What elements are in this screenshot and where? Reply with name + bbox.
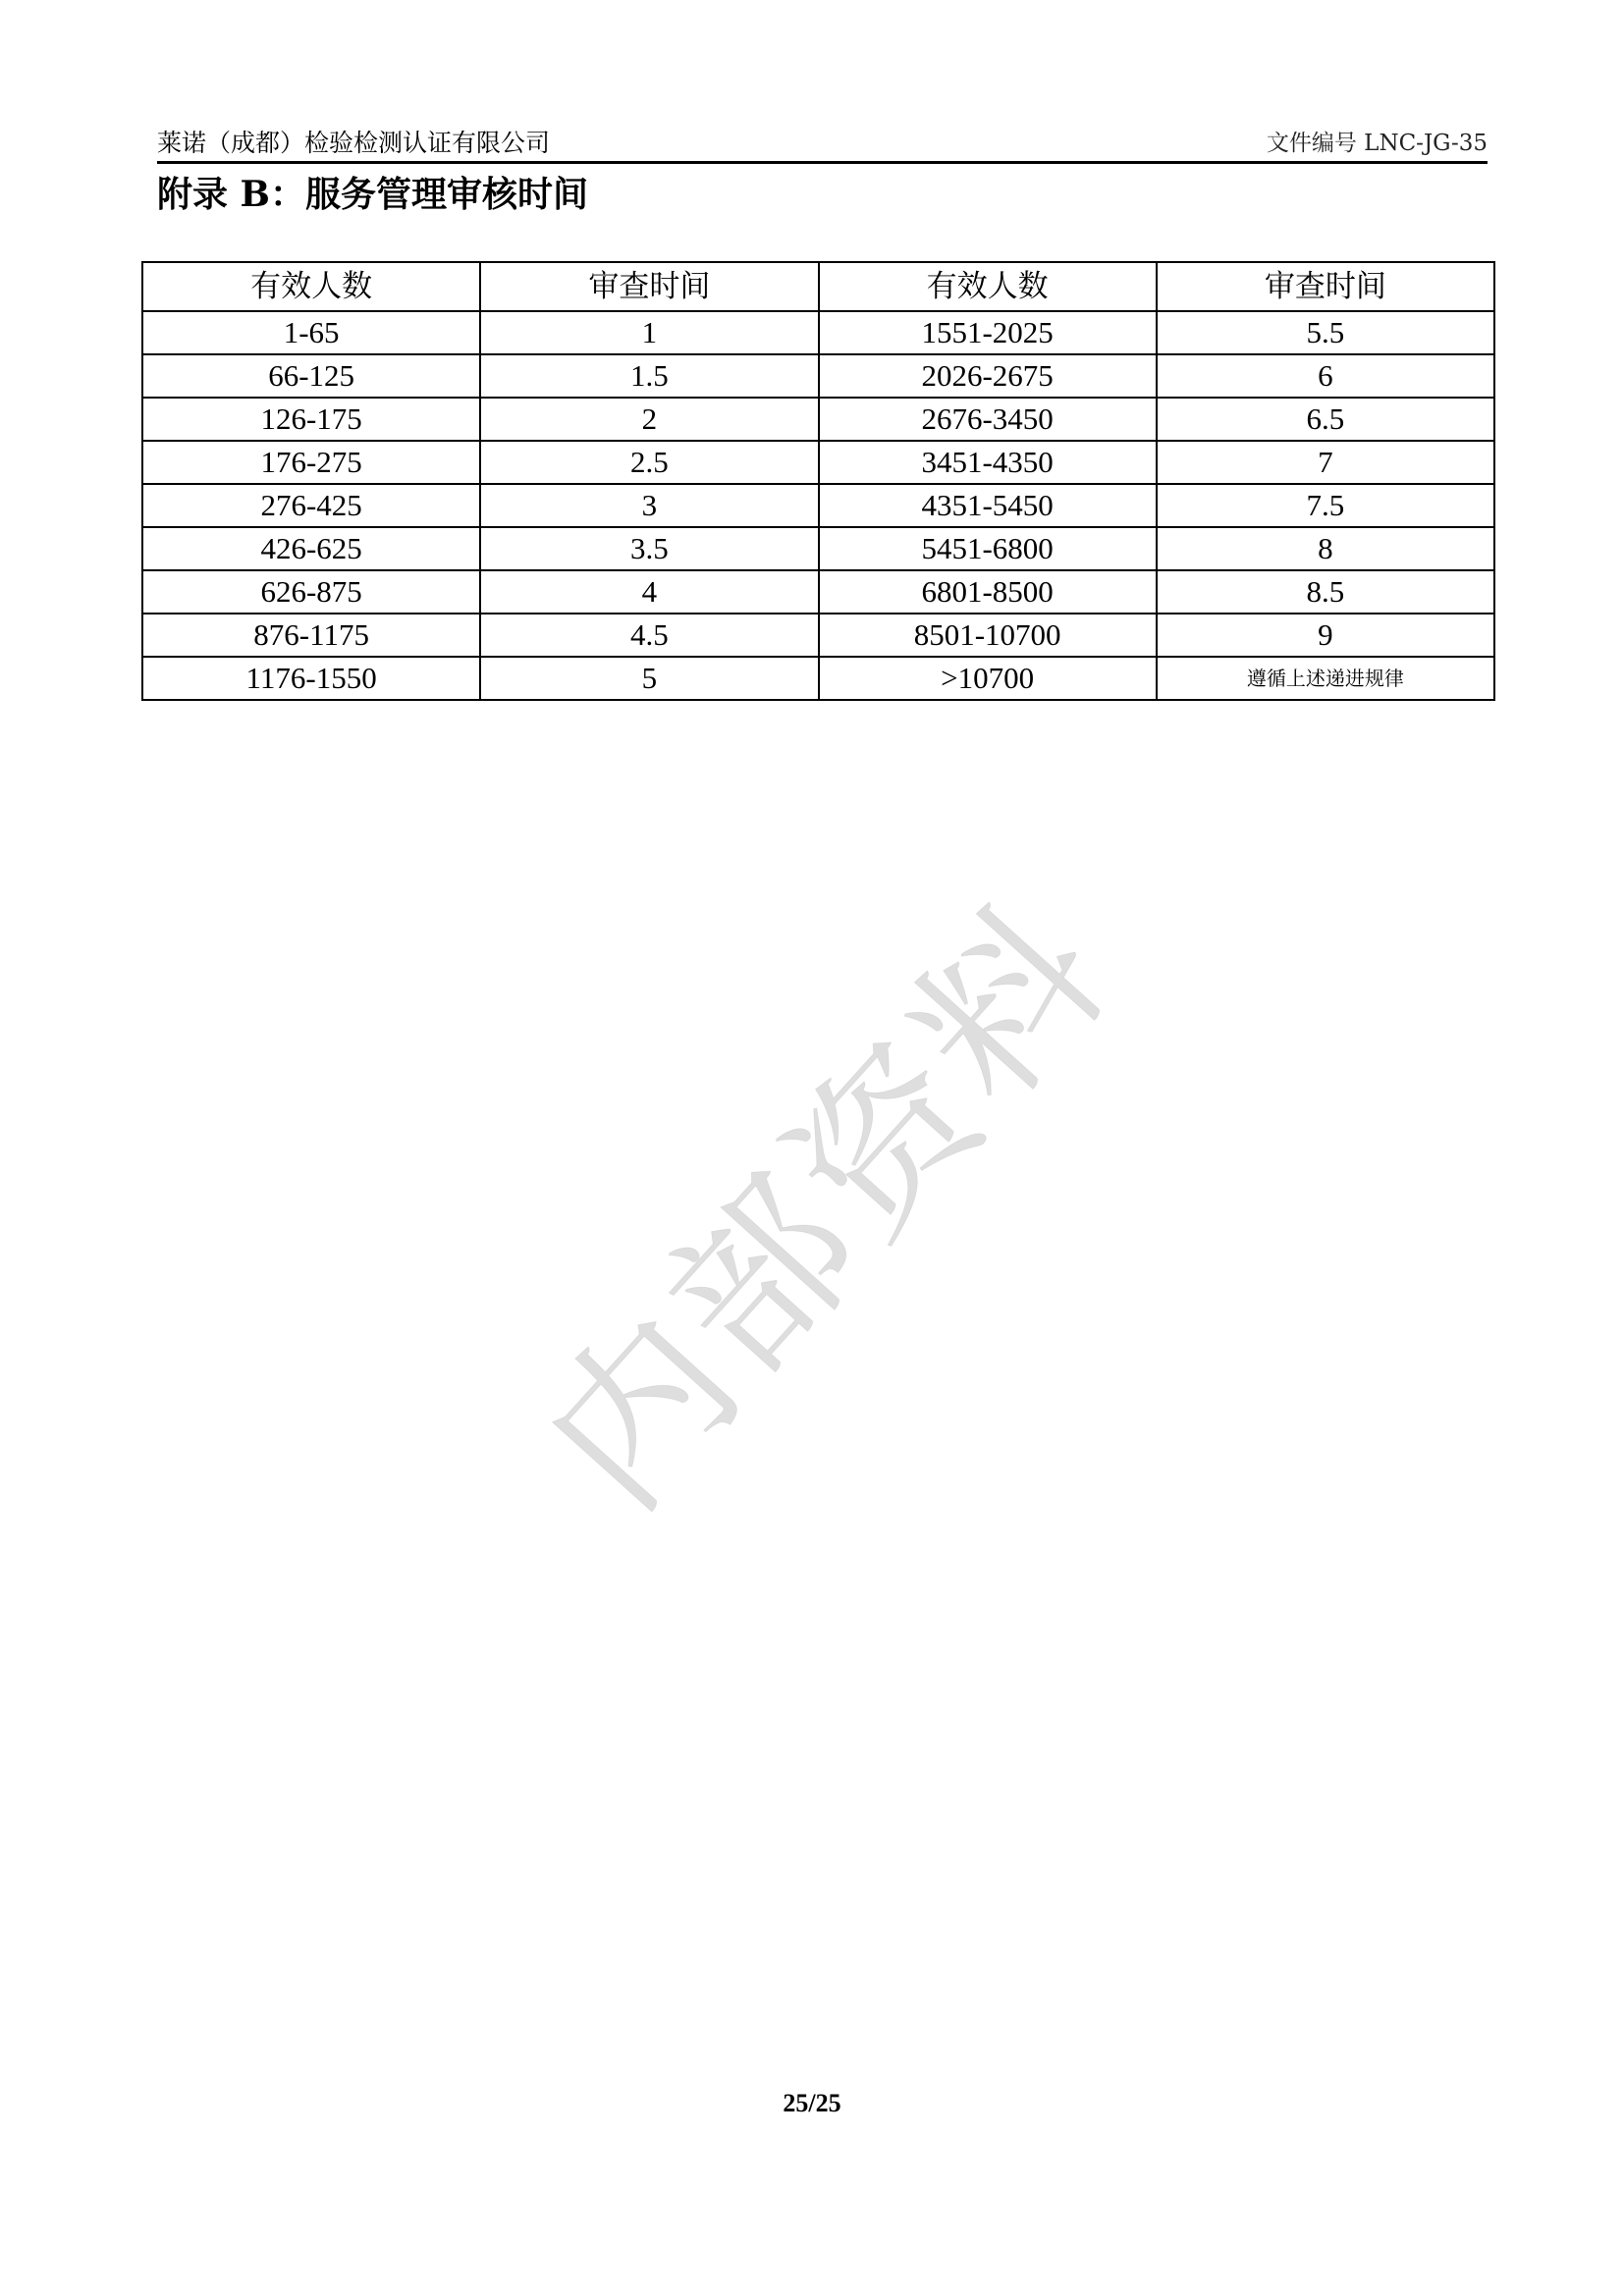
table-cell: 5451-6800 (819, 527, 1157, 570)
table-cell: 8.5 (1157, 570, 1494, 614)
table-cell: 5.5 (1157, 311, 1494, 354)
page-number: 25/25 (783, 2089, 841, 2117)
table-cell: 9 (1157, 614, 1494, 657)
table-cell: 176-275 (142, 441, 480, 484)
table-cell: 1-65 (142, 311, 480, 354)
table-cell: 2026-2675 (819, 354, 1157, 398)
table-cell: 426-625 (142, 527, 480, 570)
table-row (142, 570, 1494, 614)
table-cell: 8 (1157, 527, 1494, 570)
column-header: 审查时间 (480, 262, 818, 311)
column-header: 有效人数 (142, 262, 480, 311)
watermark: 内部资料 (508, 866, 1149, 1546)
table-cell: 7.5 (1157, 484, 1494, 527)
table-cell: 4 (480, 570, 818, 614)
table-cell: 1.5 (480, 354, 818, 398)
page-header (157, 116, 1488, 164)
table-cell: 126-175 (142, 398, 480, 441)
table-cell: >10700 (819, 657, 1157, 700)
table-cell: 1 (480, 311, 818, 354)
company-name: 莱诺（成都）检验检测认证有限公司 (157, 129, 551, 157)
table-cell: 4351-5450 (819, 484, 1157, 527)
table-cell: 626-875 (142, 570, 480, 614)
table-cell: 2676-3450 (819, 398, 1157, 441)
table-row (142, 657, 1494, 700)
table-cell: 6 (1157, 354, 1494, 398)
document-number: 文件编号 LNC-JG-35 (1266, 131, 1488, 156)
audit-time-table (141, 261, 1495, 701)
table-cell: 6801-8500 (819, 570, 1157, 614)
table-cell: 3 (480, 484, 818, 527)
table-cell: 6.5 (1157, 398, 1494, 441)
table-cell: 876-1175 (142, 614, 480, 657)
table-cell: 5 (480, 657, 818, 700)
table-cell: 遵循上述递进规律 (1157, 657, 1494, 700)
table-row (142, 484, 1494, 527)
column-header: 审查时间 (1157, 262, 1494, 311)
table-cell: 276-425 (142, 484, 480, 527)
table-cell: 2.5 (480, 441, 818, 484)
table-row (142, 527, 1494, 570)
table-row (142, 398, 1494, 441)
table-row (142, 311, 1494, 354)
table-cell: 4.5 (480, 614, 818, 657)
table-cell: 8501-10700 (819, 614, 1157, 657)
table-row (142, 354, 1494, 398)
table-cell: 66-125 (142, 354, 480, 398)
column-header: 有效人数 (819, 262, 1157, 311)
table-cell: 3451-4350 (819, 441, 1157, 484)
table-cell: 2 (480, 398, 818, 441)
table-cell: 7 (1157, 441, 1494, 484)
table-row (142, 441, 1494, 484)
table-cell: 3.5 (480, 527, 818, 570)
table-cell: 1551-2025 (819, 311, 1157, 354)
table-header-row (142, 262, 1494, 311)
table-row (142, 614, 1494, 657)
page-title: 附录 B：服务管理审核时间 (157, 174, 588, 215)
table-cell: 1176-1550 (142, 657, 480, 700)
